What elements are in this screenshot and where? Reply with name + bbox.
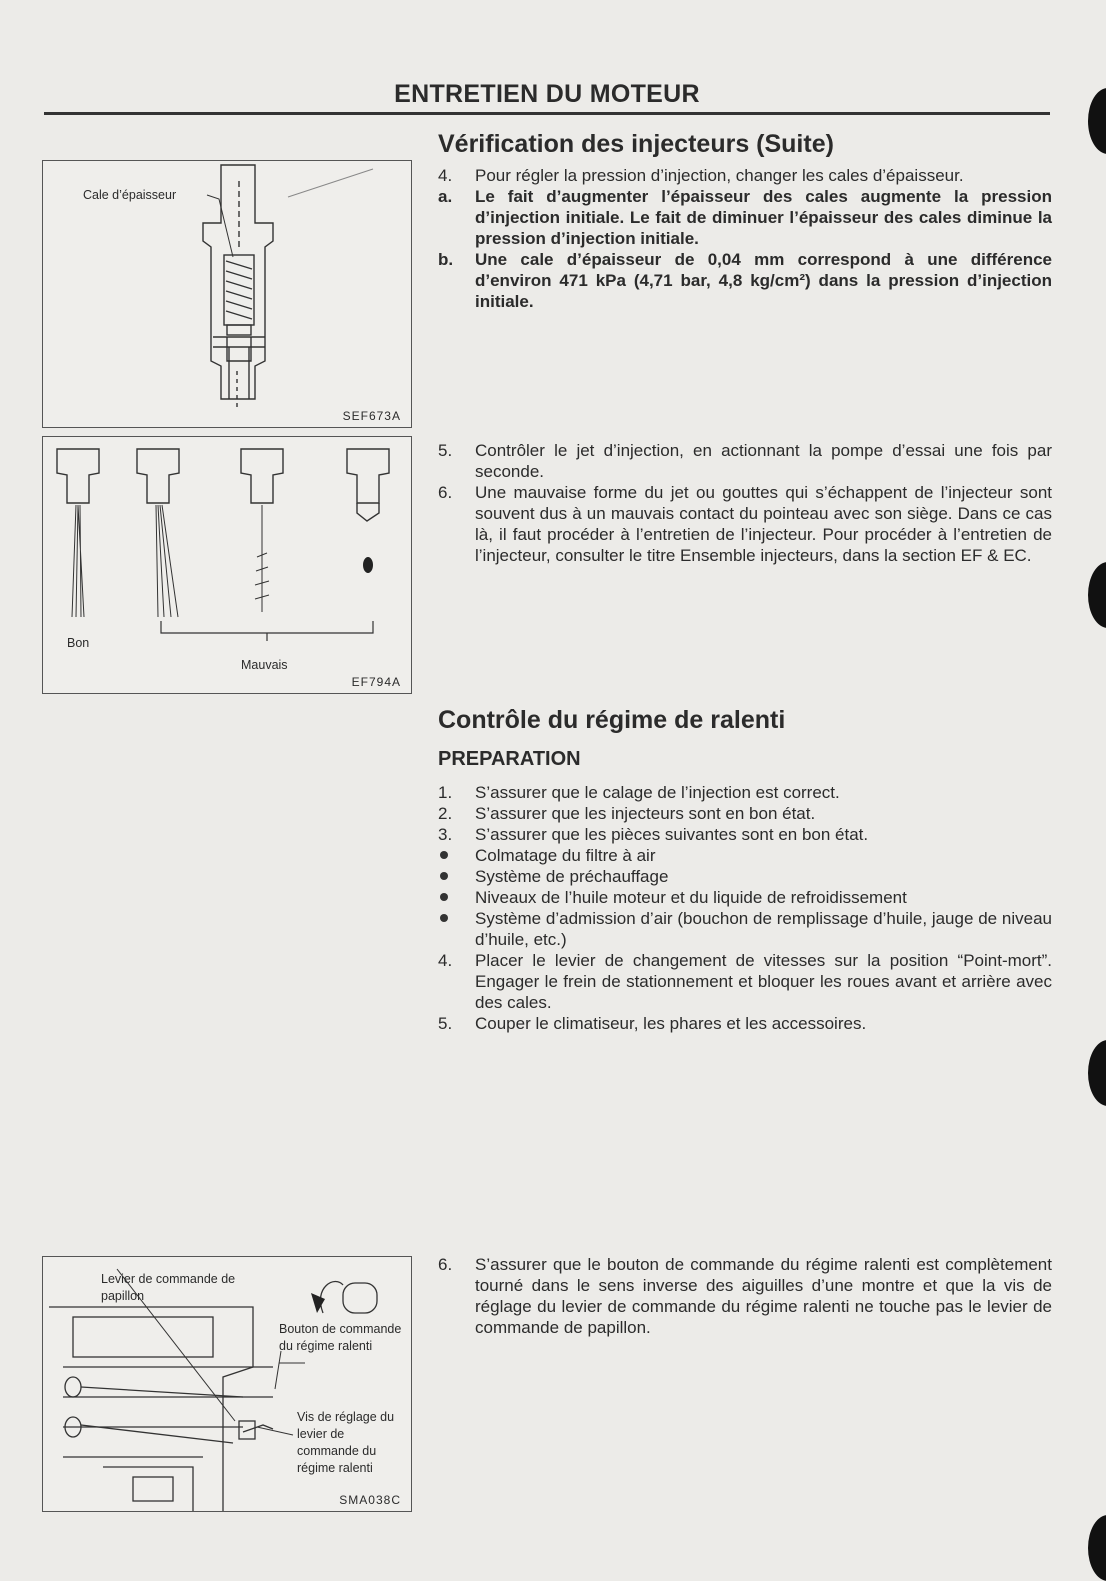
idle-step-6 <box>438 1254 1052 1338</box>
section-title: Contrôle du régime de ralenti <box>438 706 786 734</box>
figure-code: EF794A <box>351 675 401 689</box>
label-idle-knob: Bouton de commande du régime ralenti <box>279 1322 402 1353</box>
figure-spray-patterns <box>42 436 412 694</box>
page-title: ENTRETIEN DU MOTEUR <box>394 80 700 108</box>
bullet-item: Système de préchauffage <box>438 866 1052 887</box>
list-item: 5. Contrôler le jet d’injection, en actionnant la pompe d’essai une fois par seconde. <box>438 441 1052 481</box>
list-item: a. Le fait d’augmenter l’épaisseur des cales augmente la pression d’injection initiale. Le fait de diminuer l’épaisseur des cales diminue la pression d’injection initiale. <box>438 187 1052 248</box>
list-item: 6. Une mauvaise forme du jet ou gouttes qui s’échappent de l’injecteur sont souvent dus à un mauvais contact du pointeau avec son siège. Dans ce cas là, il faut procéder à l’entretien de l’injecteur. Pour procéder à l’entretien de l’injecteur, consulter le titre Ensemble injecteurs, dans la section EF & EC. <box>438 483 1052 565</box>
list-item: b. Une cale d’épaisseur de 0,04 mm correspond à une différence d’environ 471 kPa (4,71 bar, 4,8 kg/cm²) dans la pression d’injection initiale. <box>438 250 1052 311</box>
bullet-icon <box>440 893 448 901</box>
binder-hole <box>1088 562 1106 628</box>
bullet-item: Colmatage du filtre à air <box>438 845 1052 866</box>
list-item: 3. S’assurer que les pièces suivantes sont en bon état. <box>438 825 869 844</box>
list-item: 5. Couper le climatiseur, les phares et les accessoires. <box>438 1014 867 1033</box>
label-adjust-screw: Vis de réglage du levier de commande du régime ralenti <box>297 1410 395 1475</box>
list-item: 2. S’assurer que les injecteurs sont en bon état. <box>438 804 816 823</box>
label-bad: Mauvais <box>241 658 288 672</box>
section-title: Vérification des injecteurs (Suite) <box>438 130 834 158</box>
label-good: Bon <box>67 636 90 650</box>
section-subtitle: PREPARATION <box>438 748 581 770</box>
list-item: 4. Pour régler la pression d’injection, changer les cales d’épaisseur. <box>438 166 964 185</box>
binder-hole <box>1088 1515 1106 1581</box>
figure-injector-shim <box>42 160 412 428</box>
figure-code: SEF673A <box>342 409 401 423</box>
list-item: 6. S’assurer que le bouton de commande du régime ralenti est complètement tourné dans le sens inverse des aiguilles d’une montre et que la vis de réglage du levier de commande du régime ralenti ne touche pas le levier de commande de papillon. <box>438 1255 1052 1337</box>
list-item: 1. S’assurer que le calage de l’injection est correct. <box>438 783 840 802</box>
injector-steps <box>438 165 1052 312</box>
list-item: 4. Placer le levier de changement de vitesses sur la position “Point-mort”. Engager le frein de stationnement et bloquer les roues avant et arrière avec des cales. <box>438 951 1052 1012</box>
binder-hole <box>1088 88 1106 154</box>
binder-hole <box>1088 1040 1106 1106</box>
figure-code: SMA038C <box>339 1493 401 1507</box>
bullet-item: Système d’admission d’air (bouchon de remplissage d’huile, jauge de niveau d’huile, etc.) <box>438 908 1052 950</box>
bullet-icon <box>440 851 448 859</box>
label-throttle-lever: Levier de commande de papillon <box>101 1272 236 1303</box>
injector-steps-continued <box>438 440 1052 566</box>
bullet-icon <box>440 914 448 922</box>
label-shim: Cale d’épaisseur <box>83 188 177 202</box>
bullet-item: Niveaux de l’huile moteur et du liquide de refroidissement <box>438 887 1052 908</box>
bullet-icon <box>440 872 448 880</box>
page-header <box>44 80 1050 115</box>
figure-idle-control <box>42 1256 412 1512</box>
spray-pattern-drawing <box>43 437 411 693</box>
preparation-steps <box>438 782 1052 1034</box>
